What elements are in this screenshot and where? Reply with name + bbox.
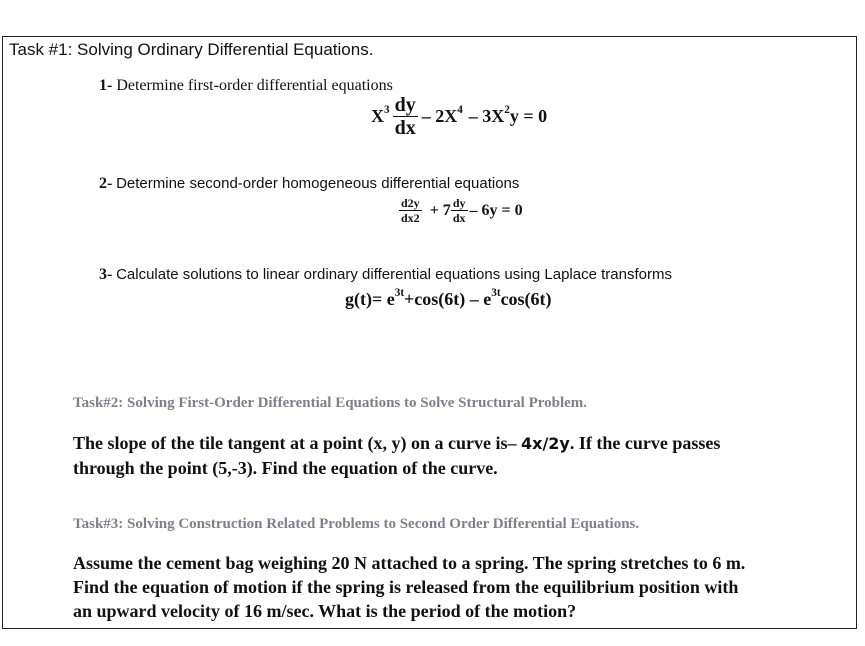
eq2-fraction-1 xyxy=(399,197,422,224)
item2-label-row xyxy=(99,175,519,193)
item1-number: 1- xyxy=(99,77,113,94)
item3-label-row xyxy=(99,266,672,284)
item2-number: 2- xyxy=(99,175,113,192)
item1-label-row xyxy=(99,77,393,95)
eq1-mid2: – $3X^2$ xyxy=(468,104,510,126)
eq2-denominator-2: dx xyxy=(452,211,466,225)
equation-1 xyxy=(371,95,547,138)
eq3-part-c: cos(6t) xyxy=(500,289,552,309)
task1-title: Task #1: Solving Ordinary Differential Equations. xyxy=(9,40,374,59)
eq1-tail: y = 0 xyxy=(509,106,548,126)
task3-line-3: an upward velocity of 16 m/sec. What is the period of the motion? xyxy=(73,601,577,621)
eq1-mid: – $2X^4$ xyxy=(421,104,463,126)
eq2-numerator-2: dy xyxy=(452,196,466,210)
eq1-fraction xyxy=(393,95,418,138)
task3-line-2: Find the equation of motion if the spring is released from the equilibrium position with xyxy=(73,577,739,597)
task2-line-2: through the point (5,-3). Find the equation of the curve. xyxy=(73,458,498,478)
item2-label: Determine second-order homogeneous differential equations xyxy=(116,175,520,192)
eq1-lead: $X^3$ xyxy=(371,104,390,126)
eq2-numerator-1: d2y xyxy=(401,196,420,210)
equation-2 xyxy=(399,197,523,224)
task2-heading: Task#2: Solving First-Order Differential Equations to Solve Structural Problem. xyxy=(73,395,588,411)
eq3-part-a: $g(t)= e^{3t}$ xyxy=(345,287,405,309)
eq2-denominator-1: dx2 xyxy=(401,211,420,225)
item1-label: Determine first-order differential equations xyxy=(116,77,393,94)
eq2-mid: + 7 xyxy=(429,201,451,219)
item3-label: Calculate solutions to linear ordinary differential equations using Laplace transforms xyxy=(116,266,672,283)
eq1-denominator: dx xyxy=(394,117,416,139)
task3-heading: Task#3: Solving Construction Related Problems to Second Order Differential Equations. xyxy=(73,516,640,532)
eq2-fraction-2 xyxy=(451,197,468,224)
document-frame xyxy=(2,36,857,629)
eq3-part-b: $+\cos(6t) - e^{3t}$ xyxy=(404,287,501,309)
eq1-numerator: dy xyxy=(394,94,416,116)
task3-line-1: Assume the cement bag weighing 20 N attached to a spring. The spring stretches to 6 m. xyxy=(73,553,746,573)
eq2-tail: – 6y = 0 xyxy=(469,201,523,219)
task2-slope-expression: 4x/2y xyxy=(520,434,570,453)
equation-3 xyxy=(345,289,552,310)
item3-number: 3- xyxy=(99,266,113,283)
task2-line-1: The slope of the tile tangent at a point (x, y) on a curve is– 4x/2y. If the curve passes xyxy=(73,433,721,453)
